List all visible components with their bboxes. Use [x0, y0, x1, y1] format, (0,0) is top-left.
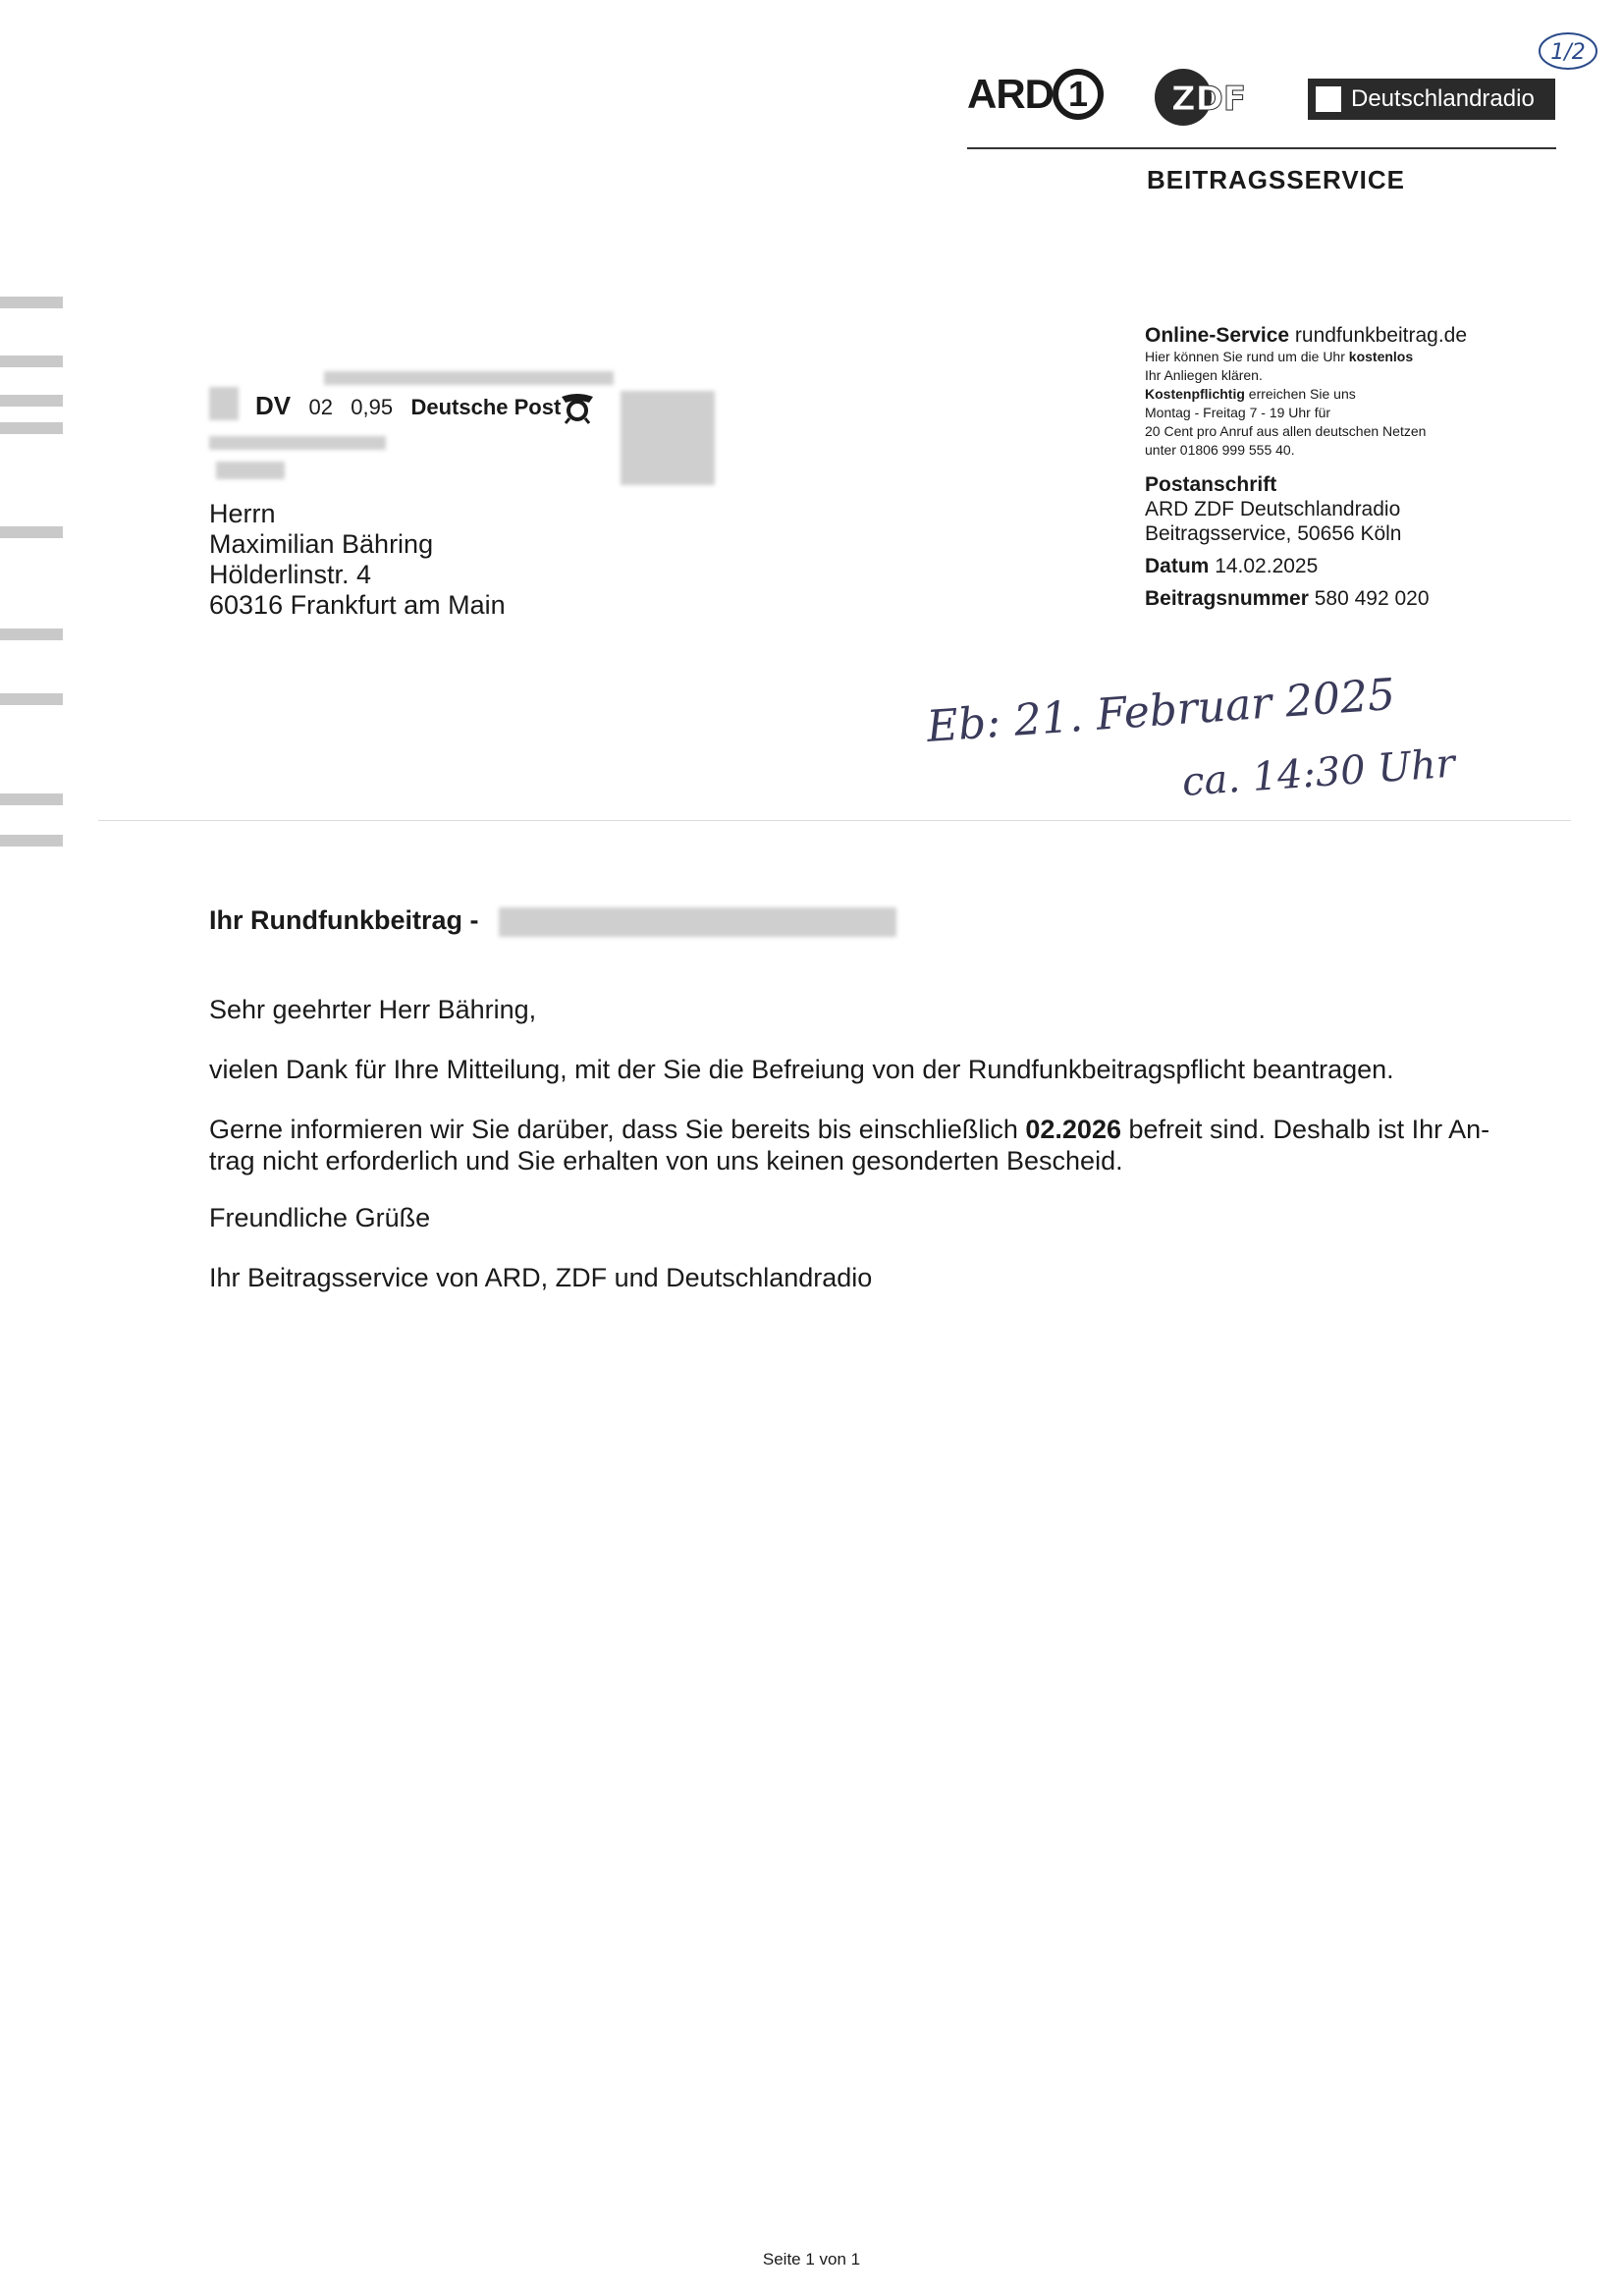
handwritten-line2: ca. 14:30 Uhr	[1180, 740, 1457, 805]
recipient-street: Hölderlinstr. 4	[209, 560, 372, 589]
department-title: BEITRAGSSERVICE	[1147, 165, 1406, 194]
redacted-franking-mark	[209, 387, 239, 420]
letter-greeting: Sehr geehrter Herr Bähring,	[209, 995, 537, 1024]
contribution-number-line	[1145, 586, 1577, 611]
date-line	[1145, 554, 1577, 578]
paid-contact-line4: unter 01806 999 555 40.	[1145, 442, 1295, 458]
ard-one-logo: 1	[1053, 69, 1104, 120]
edge-mark	[0, 793, 63, 805]
edge-mark	[0, 422, 63, 434]
info-block	[1145, 324, 1577, 611]
handwritten-note	[918, 668, 1566, 815]
date-value: 14.02.2025	[1215, 555, 1319, 577]
zdf-logo	[1154, 69, 1264, 126]
paid-contact-line1: Kostenpflichtig erreichen Sie uns	[1145, 386, 1356, 402]
edge-mark	[0, 297, 63, 308]
recipient-city: 60316 Frankfurt am Main	[209, 590, 506, 620]
redacted-matrix-code	[621, 391, 715, 485]
letter-closing: Freundliche Grüße	[209, 1203, 431, 1232]
online-service-desc: Hier können Sie rund um die Uhr kostenlos	[1145, 349, 1414, 364]
paid-contact-line2: Montag - Freitag 7 - 19 Uhr für	[1145, 405, 1331, 420]
edge-mark	[0, 629, 63, 640]
franking-line	[255, 391, 561, 421]
franking-code: DV	[255, 391, 292, 420]
edge-mark	[0, 355, 63, 367]
franking-price: 0,95	[351, 395, 394, 419]
letter-paragraph-2: Gerne informieren wir Sie darüber, dass Sie bereits bis einschließlich 02.2026 befreit sind. Deshalb ist Ihr An- trag nicht erforderlich und Sie erhalten von uns keinen gesonderten Bescheid.	[209, 1115, 1490, 1175]
franking-number: 02	[308, 395, 333, 419]
recipient-address	[209, 499, 506, 621]
online-service-desc2: Ihr Anliegen klären.	[1145, 367, 1263, 383]
letter-subject: Ihr Rundfunkbeitrag -	[209, 905, 479, 935]
franking-carrier: Deutsche Post	[410, 395, 562, 419]
exemption-date: 02.2026	[1025, 1115, 1121, 1144]
redacted-sender-line3	[216, 462, 285, 479]
edge-mark	[0, 693, 63, 705]
postal-line2: Beitragsservice, 50656 Köln	[1145, 522, 1402, 545]
deutschlandradio-mark-icon	[1316, 86, 1341, 112]
zdf-logo-text: ZDF	[1170, 80, 1247, 119]
fold-rule	[98, 820, 1571, 821]
handwritten-line1: Eb: 21. Februar 2025	[925, 669, 1397, 752]
postal-line1: ARD ZDF Deutschlandradio	[1145, 498, 1401, 520]
post-horn-icon	[558, 389, 597, 424]
edge-mark	[0, 526, 63, 538]
redacted-sender-line2	[209, 436, 386, 450]
recipient-name: Maximilian Bähring	[209, 529, 434, 559]
edge-mark	[0, 835, 63, 847]
deutschlandradio-logo: Deutschlandradio	[1308, 79, 1555, 120]
ard-logo: ARD	[967, 71, 1054, 117]
contribution-number-value: 580 492 020	[1314, 587, 1430, 610]
postal-label: Postanschrift	[1145, 473, 1277, 496]
page-footer: Seite 1 von 1	[762, 2250, 861, 2269]
online-service-url: rundfunkbeitrag.de	[1294, 324, 1468, 347]
letter-signature: Ihr Beitragsservice von ARD, ZDF und Deutschlandradio	[209, 1263, 873, 1292]
header-rule	[967, 147, 1556, 149]
contribution-number-label: Beitragsnummer	[1145, 587, 1309, 610]
redacted-sender	[324, 371, 614, 385]
online-service-line	[1145, 324, 1577, 348]
page-number-mark	[1537, 29, 1599, 73]
page-mark-text: 1/2	[1550, 40, 1586, 65]
date-label: Datum	[1145, 555, 1210, 577]
recipient-salutation: Herrn	[209, 499, 276, 528]
paid-contact-line3: 20 Cent pro Anruf aus allen deutschen Netzen	[1145, 423, 1427, 439]
letter-paragraph-1: vielen Dank für Ihre Mitteilung, mit der Sie die Befreiung von der Rundfunkbeitragspflicht beantragen.	[209, 1055, 1394, 1084]
redacted-subject	[499, 907, 896, 937]
edge-mark	[0, 395, 63, 407]
online-service-label: Online-Service	[1145, 324, 1290, 347]
